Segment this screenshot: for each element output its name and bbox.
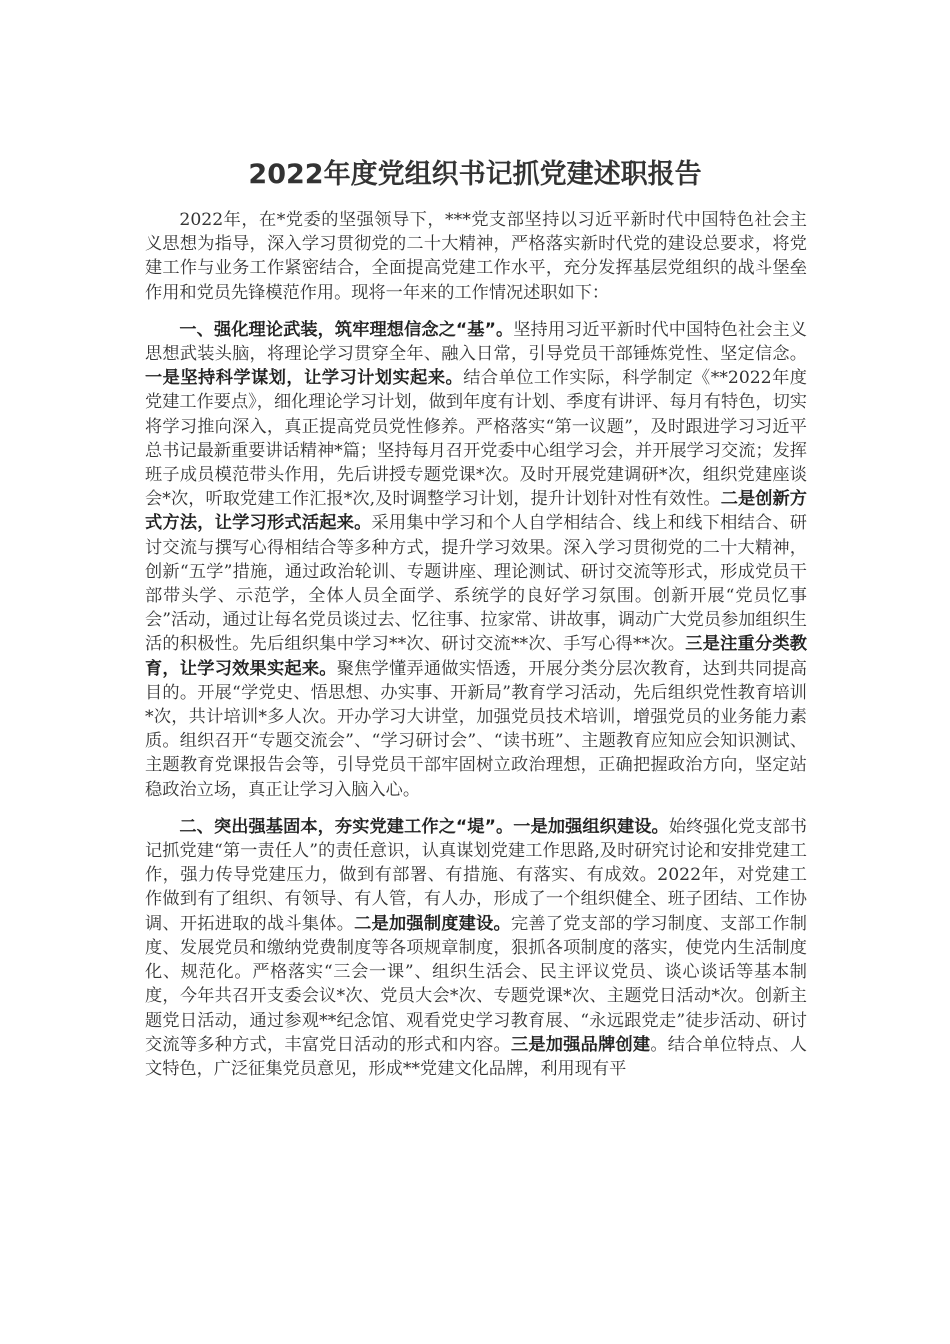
subsection-heading: 一是坚持科学谋划，让学习计划实起来。 [145,368,464,389]
paragraph-text: 2022年，在*党委的坚强领导下，***党支部坚持以习近平新时代中国特色社会主义思想为指导，深入学习贯彻党的二十大精神，严格落实新时代党的建设总要求，将党建工作与业务工作紧密结合，全面提高党建工作水平，充分发挥基层党组织的战斗堡垒作用和党员先锋模范作用。现将一年来的工作情况述职如下： [145,210,807,303]
paragraph-text: 聚焦学懂弄通做实悟透，开展分类分层次教育，达到共同提高目的。开展“学党史、悟思想、办实事、开新局”教育学习活动，先后组织党性教育培训*次，共计培训*多人次。开办学习大讲堂，加强党员技术培训，增强党员的业务能力素质。组织召开“专题交流会”、“学习研讨会”、“读书班”、主题教育应知应会知识测试、主题教育党课报告会等，引导党员干部牢固树立政治理想，正确把握政治方向，坚定站稳政治立场，真正让学习入脑入心。 [145,658,807,800]
subsection-heading: 二是加强制度建设。 [354,913,511,934]
subsection-heading: 三是加强品牌创建 [510,1034,651,1055]
paragraph-text: 。结合单位特点、人文特色，广泛征集党员意见，形成**党建文化品牌，利用现有平 [145,1034,807,1079]
section-heading: 二、突出强基固本，夯实党建工作之“堤”。一是加强组织建设。 [179,816,669,837]
paragraph-section-two [145,815,807,1081]
paragraph-section-one [145,318,807,802]
paragraph-text: 结合单位工作实际，科学制定《**2022年度党建工作要点》，细化理论学习计划，做到年度有计划、季度有讲评、每月有特色，切实将学习推向深入，真正提高党员党性修养。严格落实“第一议题”，及时跟进学习习近平总书记最新重要讲话精神*篇；坚持每月召开党委中心组学习会，并开展学习交流；发挥班子成员模范带头作用，先后讲授专题党课*次。及时开展党建调研*次，组织党建座谈会*次，听取党建工作汇报*次,及时调整学习计划，提升计划针对性有效性。 [145,368,807,510]
document-title: 2022年度党组织书记抓党建述职报告 [248,159,702,190]
paragraph-text: 采用集中学习和个人自学相结合、线上和线下相结合、研讨交流与撰写心得相结合等多种方式，提升学习效果。深入学习贯彻党的二十大精神，创新“五学”措施，通过政治轮训、专题讲座、理论测试、研讨交流等形式，形成党员干部带头学、示范学，全体人员全面学、系统学的良好学习氛围。创新开展“党员忆事会”活动，通过让每名党员谈过去、忆往事、拉家常、讲故事，调动广大党员参加组织生活的积极性。先后组织集中学习**次、研讨交流**次、手写心得**次。 [145,513,807,655]
subsection-heading: 二是创新方式方法，让学习形式活起来。 [145,489,807,534]
paragraph-intro [145,208,807,305]
section-heading: 一、强化理论武装，筑牢理想信念之“基”。 [179,319,514,340]
document-body [145,208,807,1094]
paragraph-text: 完善了党支部的学习制度、支部工作制度、发展党员和缴纳党费制度等各项规章制度，狠抓各项制度的落实，使党内生活制度化、规范化。严格落实“三会一课”、组织生活会、民主评议党员、谈心谈话等基本制度，今年共召开支委会议*次、党员大会*次、专题党课*次、主题党日活动*次。创新主题党日活动，通过参观**纪念馆、观看党史学习教育展、“永远跟党走”徒步活动、研讨交流等多种方式，丰富党日活动的形式和内容。 [145,913,807,1055]
paragraph-text: 始终强化党支部书记抓党建“第一责任人”的责任意识，认真谋划党建工作思路,及时研究讨论和安排党建工作，强力传导党建压力，做到有部署、有措施、有落实、有成效。2022年，对党建工作做到有了组织、有领导、有人管，有人办，形成了一个组织健全、班子团结、工作协调、开拓进取的战斗集体。 [145,816,807,934]
paragraph-text: 坚持用习近平新时代中国特色社会主义思想武装头脑，将理论学习贯穿全年、融入日常，引导党员干部锤炼党性、坚定信念。 [145,319,807,365]
subsection-heading: 三是注重分类教育，让学习效果实起来。 [145,634,807,679]
